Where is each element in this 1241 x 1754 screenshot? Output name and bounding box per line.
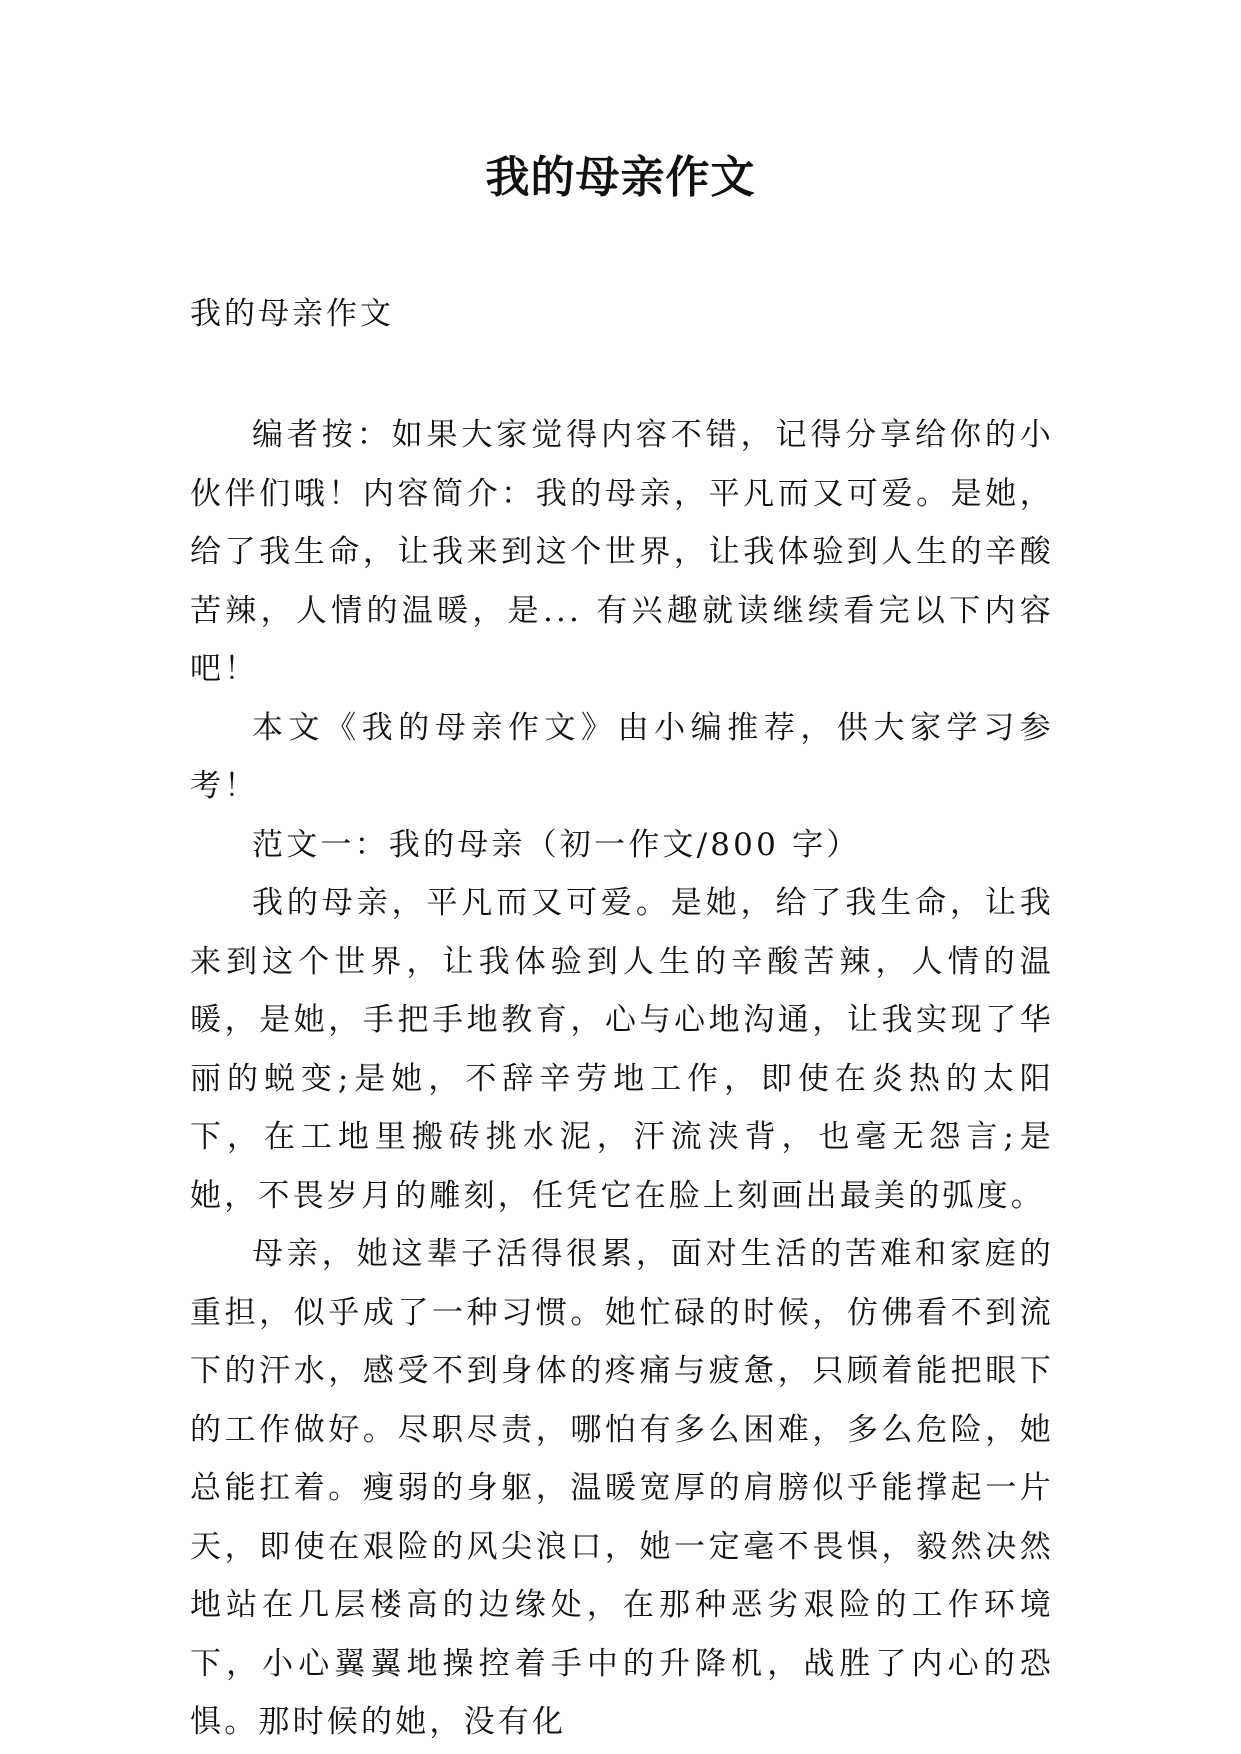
document-subtitle: 我的母亲作文	[190, 296, 394, 332]
sample-heading: 范文一：我的母亲（初一作文/800 字）	[252, 826, 861, 863]
recommendation-paragraph: 本文《我的母亲作文》由小编推荐，供大家学习参考！	[190, 709, 1054, 804]
body-paragraph: 我的母亲，平凡而又可爱。是她，给了我生命，让我来到这个世界，让我体验到人生的辛酸苦辣，人情的温暖，是她，手把手地教育，心与心地沟通，让我实现了华丽的蜕变;是她，不辞辛劳地工作，即使在炎热的太阳下，在工地里搬砖挑水泥，汗流浃背，也毫无怨言;是她，不畏岁月的雕刻，任凭它在脸上刻画出最美的弧度。	[190, 885, 1054, 1214]
body-paragraph: 母亲，她这辈子活得很累，面对生活的苦难和家庭的重担，似乎成了一种习惯。她忙碌的时候，仿佛看不到流下的汗水，感受不到身体的疼痛与疲惫，只顾着能把眼下的工作做好。尽职尽责，哪怕有多么困难，多么危险，她总能扛着。瘦弱的身躯，温暖宽厚的肩膀似乎能撑起一片天，即使在艰险的风尖浪口，她一定毫不畏惧，毅然决然地站在几层楼高的边缘处，在那种恶劣艰险的工作环境下，小心翼翼地操控着手中的升降机，战胜了内心的恐惧。那时候的她，没有化	[190, 1236, 1054, 1740]
document-body	[190, 406, 1054, 1752]
editor-note-paragraph: 编者按：如果大家觉得内容不错，记得分享给你的小伙伴们哦！内容简介：我的母亲，平凡而又可爱。是她，给了我生命，让我来到这个世界，让我体验到人生的辛酸苦辣，人情的温暖，是... 有兴趣就读继续看完以下内容吧！	[190, 417, 1054, 687]
document-title: 我的母亲作文	[485, 152, 756, 203]
